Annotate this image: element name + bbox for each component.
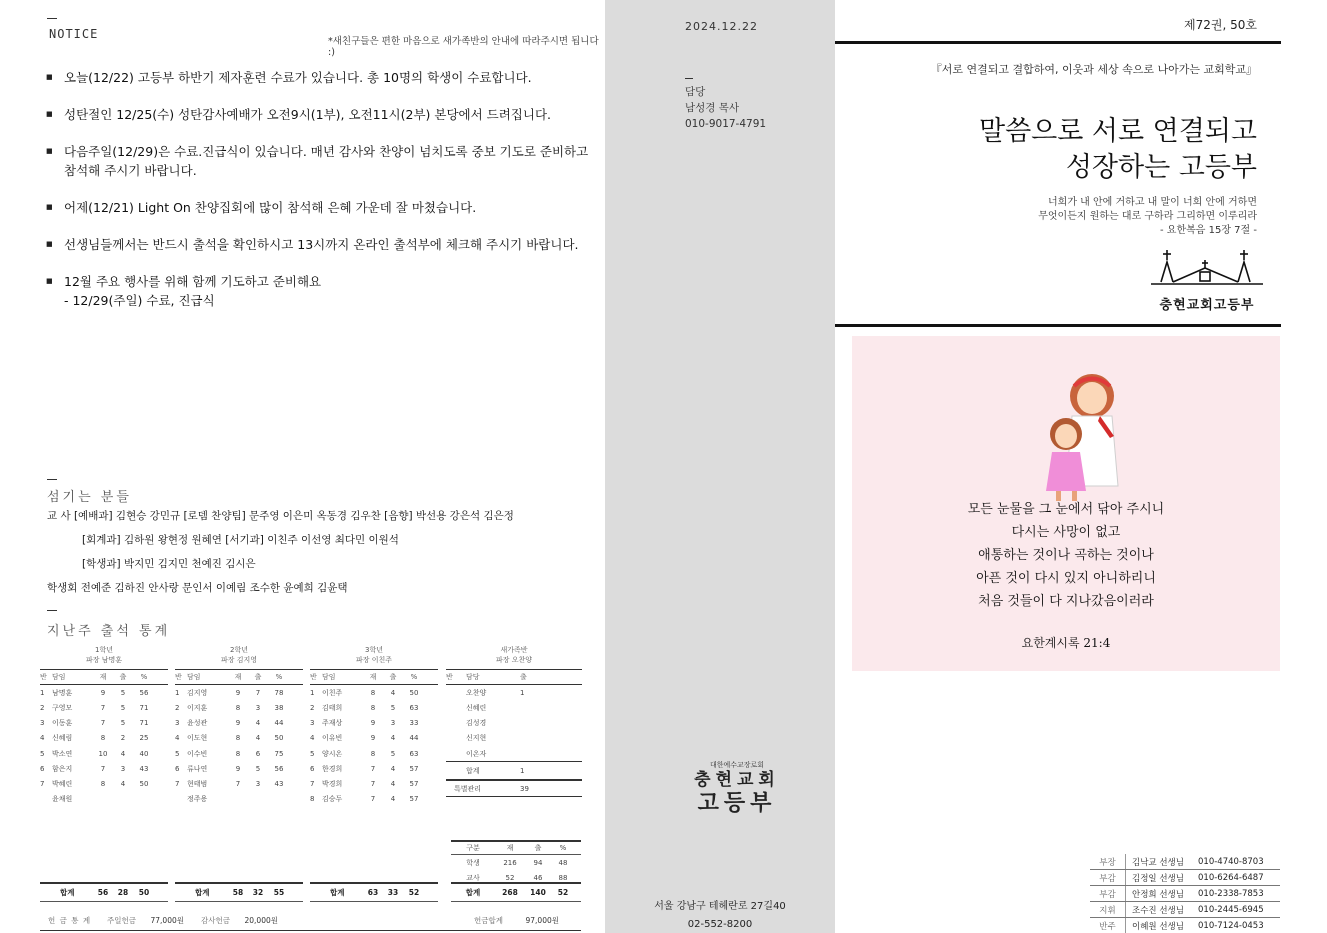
- notice-list: [46, 68, 591, 328]
- table-header: 반 담당 출: [446, 670, 582, 685]
- logo-line2: 고등부: [697, 790, 777, 816]
- table-header: 반 담임 재 출 %: [310, 670, 438, 685]
- divider: [47, 610, 57, 611]
- table-header: 반 담임 재 출 %: [175, 670, 303, 685]
- grade-name: 1학년: [95, 646, 113, 654]
- table-row: 7 박혜린 8 4 50: [40, 779, 149, 788]
- grade-name: 2학년: [230, 646, 248, 654]
- staff-row: 지휘 조수진 선생님 010-2445-6945: [1090, 902, 1280, 918]
- serve-row-students: [학생과] 박지민 김지민 천예진 김시은: [82, 558, 256, 570]
- church-logo: [677, 760, 797, 816]
- newfamily-total: 합계 1: [446, 761, 582, 779]
- notice-title: NOTICE: [49, 27, 99, 41]
- newfamily-table: [446, 645, 582, 797]
- table-row: 5 이수빈 8 6 75: [175, 749, 284, 758]
- serve-row-teachers: 교 사 [예배과] 김현승 강민규 [로뎀 찬양팀] 문주영 이은미 옥동경 김우찬 [음향] 박선용 강은석 김은정: [47, 510, 514, 522]
- table-row: 3 주재상 9 3 33: [310, 719, 419, 728]
- table-row: 1 김지영 9 7 78: [175, 688, 284, 697]
- illustration-jesus-child-icon: [1022, 366, 1142, 506]
- table-row: 4 이도현 8 4 50: [175, 734, 284, 743]
- grade-table-3: [310, 645, 438, 807]
- divider: [47, 18, 57, 19]
- table-row: 교사 52 46 88: [466, 873, 568, 882]
- table-row: 8 김승두 7 4 57: [310, 795, 419, 804]
- grade-table-2: [175, 645, 303, 807]
- table-row: 2 김태희 8 5 63: [310, 703, 419, 712]
- notice-panel: [0, 0, 605, 933]
- table-row: 1 남명훈 9 5 56: [40, 688, 149, 697]
- table-row: 2 구영모 7 5 71: [40, 703, 149, 712]
- table-row: 6 함은지 7 3 43: [40, 764, 149, 773]
- bulletin-date: 2024.12.22: [685, 20, 758, 33]
- notice-subitem: - 12/29(주일) 수료, 진급식: [64, 293, 215, 308]
- offering-row: 헌 금 통 계 주일헌금 77,000원 감사헌금 20,000원 헌금합계 97,000원: [40, 911, 581, 931]
- staff-row: 부감 김정일 선생님 010-6264-6487: [1090, 870, 1280, 886]
- notice-item: ■ 다음주일(12/29)은 수료.진급식이 있습니다. 매년 감사와 찬양이 넘치도록 중보 기도로 준비하고 참석해 주시기 바랍니다.: [46, 142, 591, 180]
- notice-item: ■ 12월 주요 행사를 위해 함께 기도하고 준비해요 - 12/29(주일) 수료, 진급식: [46, 272, 591, 310]
- table-row: 신혜린: [466, 703, 487, 712]
- denomination-label: 대한예수교장로회: [709, 761, 765, 769]
- table-row: 5 양시온 8 5 63: [310, 749, 419, 758]
- table-row: 6 류나연 9 5 56: [175, 764, 284, 773]
- staff-row: 부감 안정희 선생님 010-2338-7853: [1090, 886, 1280, 902]
- contact-info: [685, 84, 766, 132]
- table-row: 정주용: [187, 795, 208, 804]
- table-row: 7 박경희 7 4 57: [310, 779, 419, 788]
- grade-total-3: 합계 63 33 52: [310, 882, 438, 902]
- contact-role: 담당: [685, 86, 706, 98]
- table-row: 6 한경희 7 4 57: [310, 764, 419, 773]
- grade-total-1: 합계 56 28 50: [40, 882, 168, 902]
- contact-phone: 010-9017-4791: [685, 118, 767, 130]
- church-emblem: [1147, 246, 1267, 313]
- special-care-row: 특별관리 39: [446, 779, 582, 797]
- church-name: 충현교회고등부: [1159, 298, 1255, 313]
- table-row: 오찬양 1: [466, 688, 525, 697]
- table-row: 윤채원: [52, 795, 73, 804]
- table-row: 1 이친주 8 4 50: [310, 688, 419, 697]
- grade-leader: 파장 김지영: [220, 656, 258, 664]
- scripture-card: [852, 336, 1280, 671]
- church-address: 서울 강남구 테헤란로 27길40 02-552-8200: [654, 901, 786, 930]
- serve-row-accounting: [회계과] 김하원 왕현정 원혜연 [서기과] 이친주 이선영 최다민 이원석: [82, 534, 399, 546]
- table-row: 4 이유빈 9 4 44: [310, 734, 419, 743]
- grade-total-2: 합계 58 32 55: [175, 882, 303, 902]
- table-row: 2 이지훈 8 3 38: [175, 703, 284, 712]
- staff-row: 부장 김낙교 선생님 010-4740-8703: [1090, 854, 1280, 870]
- table-row: 이온자: [466, 749, 487, 758]
- grade-table-1: [40, 645, 168, 807]
- divider: [835, 324, 1281, 327]
- table-row: 학생 216 94 48: [466, 858, 568, 867]
- staff-row: 반주 이혜원 선생님 010-7124-0453: [1090, 918, 1280, 933]
- divider: [47, 479, 57, 480]
- staff-table: [1090, 854, 1280, 933]
- grade-leader: 파장 남명훈: [85, 656, 123, 664]
- table-row: 5 박소연 10 4 40: [40, 749, 149, 758]
- issue-number: 제72권, 50호: [1184, 18, 1257, 32]
- summary-total: 합계 268 140 52: [451, 882, 581, 902]
- scripture-reference: 요한계시록 21:4: [1021, 636, 1111, 650]
- info-panel: [605, 0, 835, 933]
- notice-item: ■ 성탄절인 12/25(수) 성탄감사예배가 오전9시(1부), 오전11시(2부) 본당에서 드려집니다.: [46, 105, 591, 124]
- grade-name: 새가족반: [500, 646, 528, 654]
- cover-panel: [835, 0, 1327, 933]
- table-row: 7 현태범 7 3 43: [175, 779, 284, 788]
- serve-row-council: 학생회 전예준 김하진 안사랑 문인서 이예림 조수한 윤예희 김윤택: [47, 582, 348, 594]
- scripture-text: 모든 눈물을 그 눈에서 닦아 주시니 다시는 사망이 없고 애통하는 것이나 곡하는 것이나 아픈 것이 다시 있지 아니하리니 처음 것들이 다 지나갔음이러라: [967, 502, 1165, 609]
- motto: 『서로 연결되고 결합하여, 이웃과 세상 속으로 나아가는 교회학교』: [930, 63, 1257, 76]
- notice-item: ■ 오늘(12/22) 고등부 하반기 제자훈련 수료가 있습니다. 총 10명의 학생이 수료합니다.: [46, 68, 591, 87]
- serve-title: 섬기는 분들: [47, 490, 132, 505]
- table-row: 신지현: [466, 734, 487, 743]
- grade-leader: 파장 이친주: [355, 656, 393, 664]
- divider: [685, 78, 693, 79]
- logo-line1: 충현교회: [694, 770, 780, 790]
- notice-item: ■ 선생님들께서는 반드시 출석을 확인하시고 13시까지 온라인 출석부에 체크해 주시기 바랍니다.: [46, 235, 591, 254]
- table-header: 반 담임 재 출 %: [40, 670, 168, 685]
- contact-name: 남성경 목사: [685, 102, 740, 114]
- notice-item: ■ 어제(12/21) Light On 찬양집회에 많이 참석해 은혜 가운데 잘 마쳤습니다.: [46, 198, 591, 217]
- hero-title: 말씀으로 서로 연결되고 성장하는 고등부: [979, 116, 1257, 183]
- table-row: 3 이동훈 7 5 71: [40, 719, 149, 728]
- summary-table: [451, 840, 581, 886]
- grade-name: 3학년: [365, 646, 383, 654]
- divider: [835, 41, 1281, 44]
- attendance-title: 지난주 출석 통계: [47, 624, 171, 639]
- table-header: 구분 재 출 %: [451, 840, 581, 855]
- church-building-icon: [1147, 246, 1267, 290]
- table-row: 김성경: [466, 719, 487, 728]
- grade-leader: 파장 오찬양: [495, 656, 533, 664]
- notice-subtitle: *새친구들은 편한 마음으로 새가족반의 안내에 따라주시면 됩니다 :): [328, 36, 599, 58]
- theme-verse: 너희가 내 안에 거하고 내 말이 너희 안에 거하면 무엇이든지 원하는 대로 구하라 그리하면 이루리라 - 요한복음 15장 7절 -: [1038, 197, 1257, 236]
- table-row: 3 윤성관 9 4 44: [175, 719, 284, 728]
- table-row: 4 신혜림 8 2 25: [40, 734, 149, 743]
